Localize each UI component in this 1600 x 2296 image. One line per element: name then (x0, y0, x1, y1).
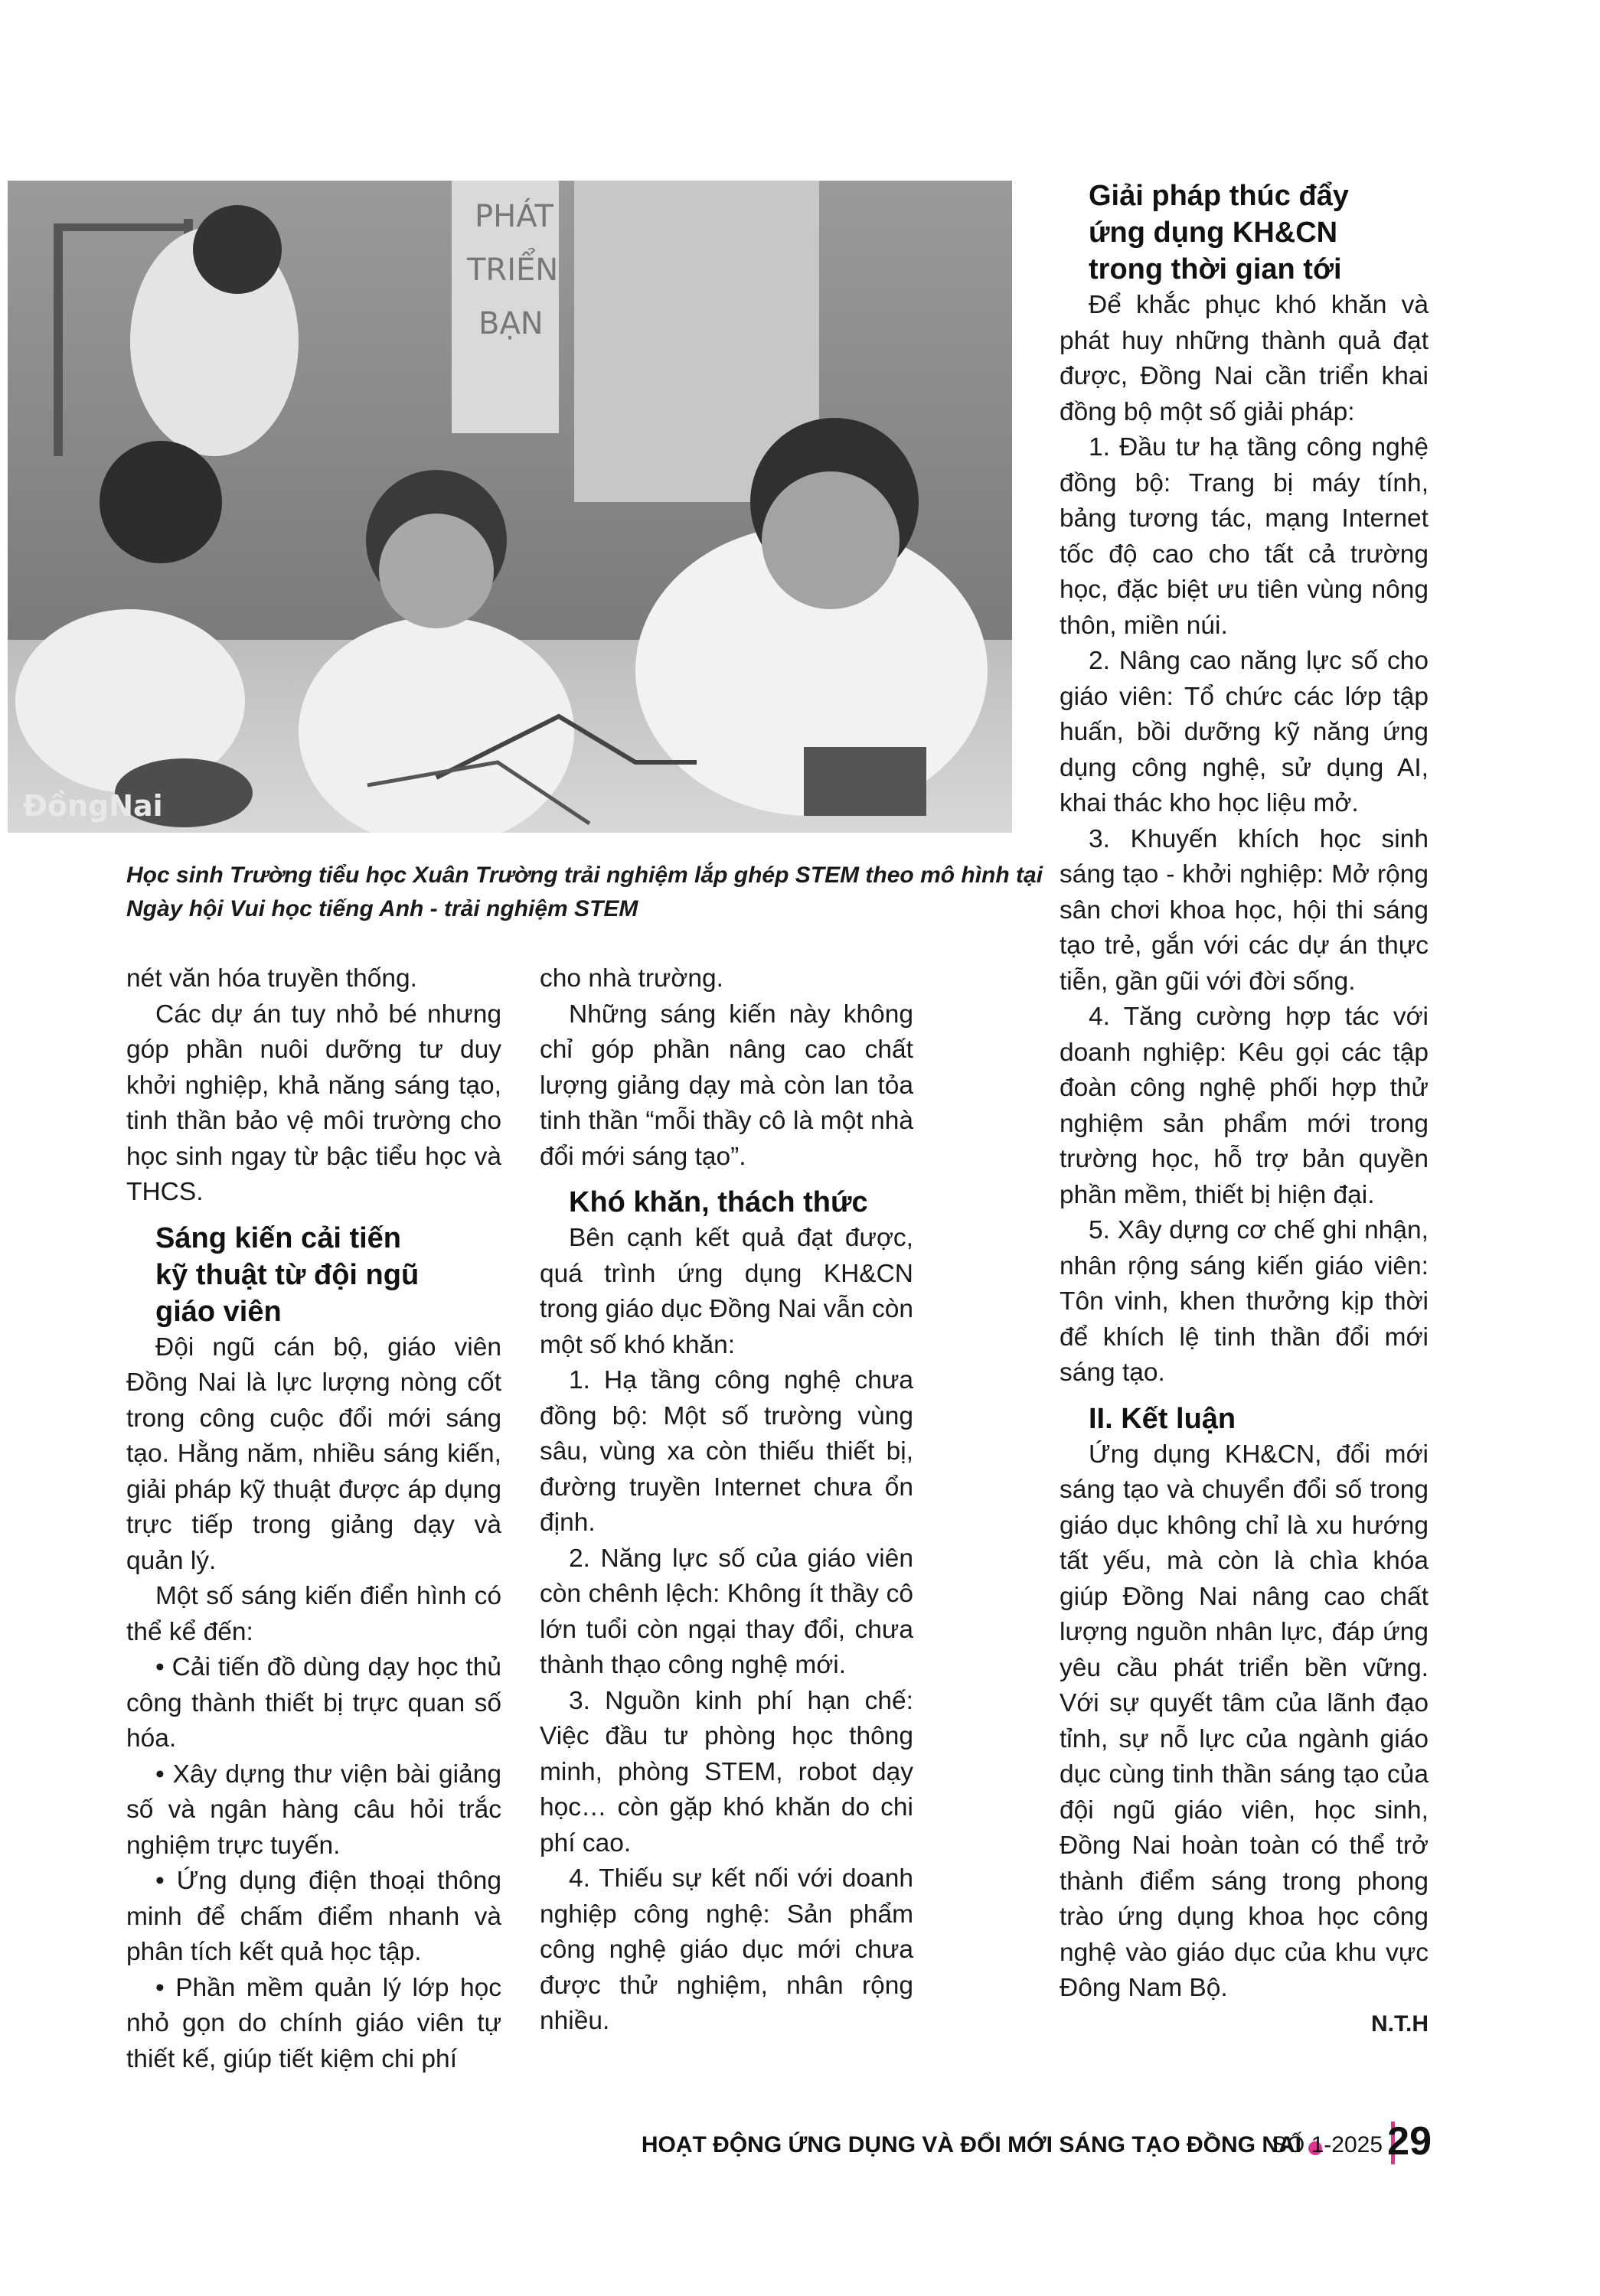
section-heading-solutions (1060, 178, 1429, 288)
section-heading-conclusion: II. Kết luận (1089, 1402, 1236, 1435)
bullet-item: • Cải tiến đồ dùng dạy học thủ công thành thiết bị trực quan số hóa. (126, 1653, 501, 1753)
paragraph: Để khắc phục khó khăn và phát huy những thành quả đạt được, Đồng Nai cần triển khai đồng bộ một số giải pháp: (1060, 291, 1429, 426)
list-item: 2. Nâng cao năng lực số cho giáo viên: Tổ chức các lớp tập huấn, bồi dưỡng kỹ năng ứng dụng công nghệ, sử dụng AI, khai thác kho học liệu mở. (1060, 647, 1429, 817)
paragraph: Ứng dụng KH&CN, đổi mới sáng tạo và chuyển đổi số trong giáo dục không chỉ là xu hướng tất yếu, mà còn là chìa khóa giúp Đồng Nai nâng cao chất lượng nguồn nhân lực, đáp ứng yêu cầu phát triển bền vững. Với sự quyết tâm của lãnh đạo tỉnh, sự nỗ lực của ngành giáo dục cùng tinh thần sáng tạo của đội ngũ giáo viên, học sinh, Đồng Nai hoàn toàn có thể trở thành điểm sáng trong phong trào ứng dụng khoa học công nghệ vào giáo dục của khu vực Đông Nam Bộ. (1060, 1440, 1429, 2002)
list-item: 5. Xây dựng cơ chế ghi nhận, nhân rộng sáng kiến giáo viên: Tôn vinh, khen thưởng kịp thời để khích lệ tinh thần đổi mới sáng tạo. (1060, 1216, 1429, 1387)
photo-illustration (8, 181, 1012, 833)
bullet-item: • Phần mềm quản lý lớp học nhỏ gọn do chính giáo viên tự thiết kế, giúp tiết kiệm chi phí (126, 1973, 501, 2073)
issue-number: SỐ 1-2025 (1271, 2132, 1383, 2157)
paragraph: Các dự án tuy nhỏ bé nhưng góp phần nuôi dưỡng tư duy khởi nghiệp, khả năng sáng tạo, tinh thần bảo vệ môi trường cho học sinh ngay từ bậc tiểu học và THCS. (126, 1000, 501, 1206)
list-item: 1. Đầu tư hạ tầng công nghệ đồng bộ: Trang bị máy tính, bảng tương tác, mạng Internet tốc độ cao cho tất cả trường học, đặc biệt ưu tiên vùng nông thôn, miền núi. (1060, 433, 1429, 640)
paragraph: Bên cạnh kết quả đạt được, quá trình ứng dụng KH&CN trong giáo dục Đồng Nai vẫn còn một số khó khăn: (540, 1224, 913, 1359)
caption-line-1: Học sinh Trường tiểu học Xuân Trường trải nghiệm lắp ghép STEM theo mô hình tại (126, 863, 1043, 888)
section-heading-innovation (126, 1220, 501, 1330)
magazine-title: HOẠT ĐỘNG ỨNG DỤNG VÀ ĐỔI MỚI SÁNG TẠO ĐỒNG NAI (641, 2132, 1301, 2157)
photo-watermark: ĐồngNai (23, 789, 163, 823)
section-heading-challenges: Khó khăn, thách thức (569, 1186, 868, 1218)
list-item: 4. Thiếu sự kết nối với doanh nghiệp công nghệ: Sản phẩm công nghệ giáo dục mới chưa được thử nghiệm, nhân rộng nhiều. (540, 1864, 913, 2035)
page-number: 29 (1387, 2119, 1432, 2164)
article-photo (8, 181, 1012, 833)
list-item: 3. Khuyến khích học sinh sáng tạo - khởi nghiệp: Mở rộng sân chơi khoa học, hội thi sáng tạo trẻ, gắn với các dự án thực tiễn, gần gũi với đời sống. (1060, 824, 1429, 996)
paragraph: Đội ngũ cán bộ, giáo viên Đồng Nai là lực lượng nòng cốt trong công cuộc đổi mới sáng tạo. Hằng năm, nhiều sáng kiến, giải pháp kỹ thuật được áp dụng trực tiếp trong giảng dạy và quản lý. (126, 1332, 501, 1575)
paragraph: Một số sáng kiến điển hình có thể kể đến: (126, 1582, 501, 1646)
heading-line: giáo viên (155, 1295, 282, 1328)
article-column-1 (126, 961, 501, 2077)
heading-line: trong thời gian tới (1089, 253, 1342, 285)
page-footer (567, 2118, 1432, 2169)
bullet-item: • Ứng dụng điện thoại thông minh để chấm điểm nhanh và phân tích kết quả học tập. (126, 1867, 501, 1966)
list-item: 1. Hạ tầng công nghệ chưa đồng bộ: Một số trường vùng sâu, vùng xa còn thiếu thiết bị, đường truyền Internet chưa ổn định. (540, 1366, 913, 1537)
banner-text-1: PHÁT (475, 199, 553, 234)
bullet-item: • Xây dựng thư viện bài giảng số và ngân hàng câu hỏi trắc nghiệm trực tuyến. (126, 1760, 501, 1860)
heading-line: ứng dụng KH&CN (1089, 217, 1338, 249)
banner-text-2: TRIỂN (467, 253, 559, 288)
author-byline: N.T.H (1371, 2011, 1429, 2037)
list-item: 2. Năng lực số của giáo viên còn chênh lệch: Không ít thầy cô lớn tuổi còn ngại thay đổi, chưa thành thạo công nghệ mới. (540, 1544, 913, 1679)
list-item: 3. Nguồn kinh phí hạn chế: Việc đầu tư phòng học thông minh, phòng STEM, robot dạy học… còn gặp khó khăn do chi phí cao. (540, 1686, 913, 1857)
article-column-3 (1060, 178, 1429, 2042)
list-item: 4. Tăng cường hợp tác với doanh nghiệp: Kêu gọi các tập đoàn công nghệ phối hợp thử nghiệm sản phẩm mới trong trường học, hỗ trợ bản quyền phần mềm, thiết bị hiện đại. (1060, 1003, 1429, 1209)
paragraph: Những sáng kiến này không chỉ góp phần nâng cao chất lượng giảng dạy mà còn lan tỏa tinh thần “mỗi thầy cô là một nhà đổi mới sáng tạo”. (540, 1000, 913, 1171)
caption-line-2: Ngày hội Vui học tiếng Anh - trải nghiệm STEM (126, 896, 638, 921)
paragraph: cho nhà trường. (540, 964, 723, 993)
article-column-2 (540, 961, 913, 2040)
heading-line: kỹ thuật từ đội ngũ (155, 1258, 420, 1291)
heading-line: Giải pháp thúc đẩy (1089, 180, 1349, 212)
banner-text-3: BẠN (478, 306, 544, 341)
photo-caption (126, 859, 1043, 926)
paragraph: nét văn hóa truyền thống. (126, 964, 417, 993)
heading-line: Sáng kiến cải tiến (155, 1221, 401, 1254)
